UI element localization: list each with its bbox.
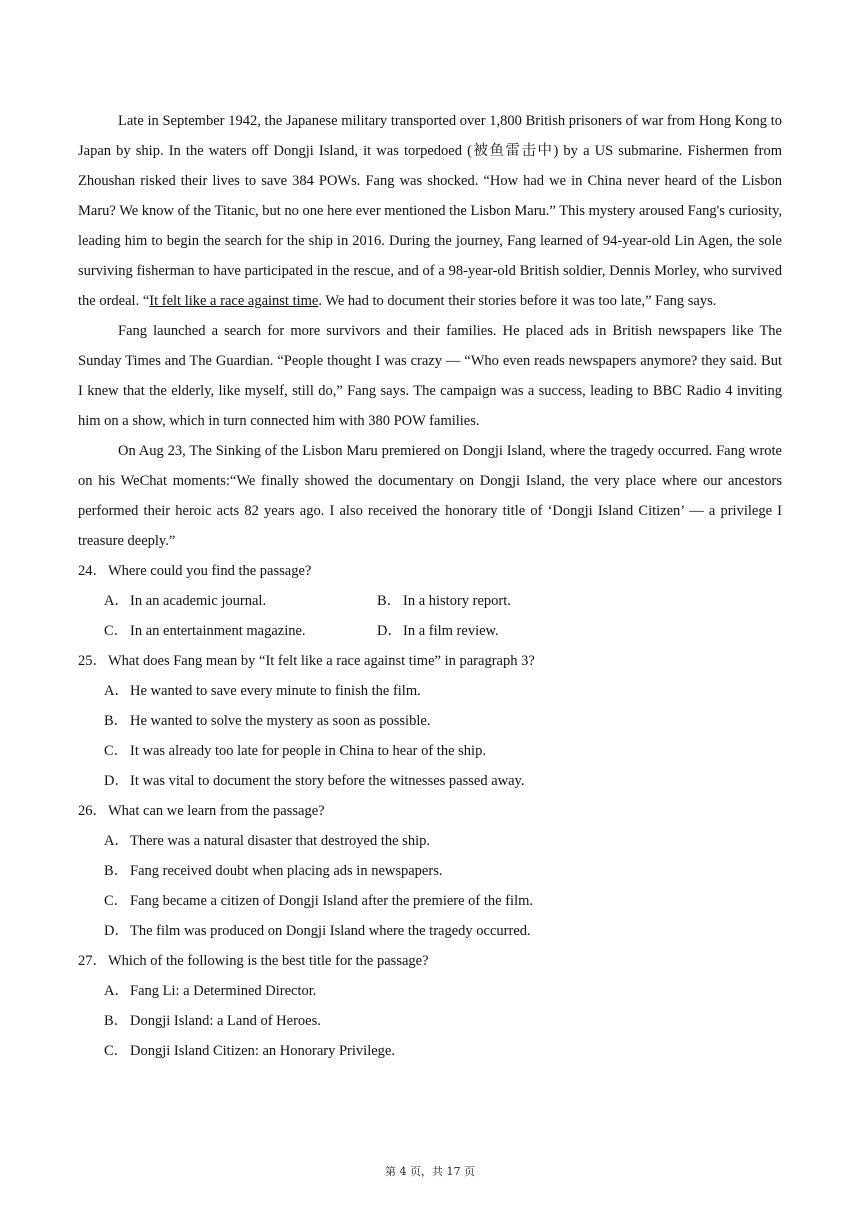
option-letter: D． <box>104 773 129 789</box>
option-letter: B． <box>377 593 402 609</box>
option-c[interactable] <box>78 736 782 766</box>
option-text: In a film review. <box>403 623 499 639</box>
option-d[interactable] <box>78 766 782 796</box>
option-b[interactable] <box>377 586 650 616</box>
option-text: It was vital to document the story before the witnesses passed away. <box>130 773 525 789</box>
question-stem <box>78 796 782 826</box>
paragraph-2: Fang launched a search for more survivors and their families. He placed ads in British newspapers like The Sunday Times and The Guardian. “People thought I was crazy — “Who even reads newspapers anymore? they said. But I knew that the elderly, like myself, still do,” Fang says. The campaign was a success, leading to BBC Radio 4 inviting him on a show, which in turn connected him with 380 POW families. <box>78 323 782 429</box>
option-letter: C． <box>104 743 129 759</box>
option-letter: A． <box>104 593 129 609</box>
question-number: 27． <box>78 953 107 969</box>
option-letter: A． <box>104 833 129 849</box>
question-stem <box>78 556 782 586</box>
question-number: 26． <box>78 803 107 819</box>
option-letter: A． <box>104 983 129 999</box>
option-text: Fang Li: a Determined Director. <box>130 983 317 999</box>
paragraph-1 <box>78 106 782 316</box>
option-text: He wanted to save every minute to finish the film. <box>130 683 421 699</box>
question-text: Where could you find the passage? <box>108 563 312 579</box>
question-27 <box>78 946 782 1066</box>
options-row <box>78 586 782 616</box>
option-letter: C． <box>104 893 129 909</box>
option-c[interactable] <box>78 886 782 916</box>
question-text: What can we learn from the passage? <box>108 803 325 819</box>
paragraph-1-text-b: . We had to document their stories before it was too late,” Fang says. <box>318 293 717 309</box>
options-row <box>78 616 782 646</box>
question-26 <box>78 796 782 946</box>
option-text: Fang received doubt when placing ads in newspapers. <box>130 863 443 879</box>
option-a[interactable] <box>78 976 782 1006</box>
option-letter: B． <box>104 713 129 729</box>
option-text: It was already too late for people in China to hear of the ship. <box>130 743 486 759</box>
option-text: He wanted to solve the mystery as soon as possible. <box>130 713 431 729</box>
paragraph-1-text-a: Late in September 1942, the Japanese military transported over 1,800 British prisoners of war from Hong Kong to Japan by ship. In the waters off Dongji Island, it was torpedoed (被鱼雷击中) by a US submarine. Fishermen from Zhoushan risked their lives to save 384 POWs. Fang was shocked. “How had we in China never heard of the Lisbon Maru? We know of the Titanic, but no one here ever mentioned the Lisbon Maru.” This mystery aroused Fang's curiosity, leading him to begin the search for the ship in 2016. During the journey, Fang learned of 94-year-old Lin Agen, the sole surviving fisherman to have participated in the rescue, and of a 98-year-old British soldier, Dennis Morley, who survived the ordeal. “ <box>78 113 782 309</box>
underlined-quote: It felt like a race against time <box>149 293 319 309</box>
paragraph-3: On Aug 23, The Sinking of the Lisbon Maru premiered on Dongji Island, where the tragedy occurred. Fang wrote on his WeChat moments:“We finally showed the documentary on Dongji Island, the very place where our ancestors performed their heroic acts 82 years ago. I also received the honorary title of ‘Dongji Island Citizen’ — a privilege I treasure deeply.” <box>78 443 782 549</box>
option-b[interactable] <box>78 1006 782 1036</box>
option-letter: C． <box>104 623 129 639</box>
option-b[interactable] <box>78 706 782 736</box>
option-text: In a history report. <box>403 593 511 609</box>
question-number: 24． <box>78 563 107 579</box>
option-text: Dongji Island Citizen: an Honorary Privilege. <box>130 1043 395 1059</box>
option-text: Fang became a citizen of Dongji Island after the premiere of the film. <box>130 893 534 909</box>
option-letter: B． <box>104 863 129 879</box>
option-c[interactable] <box>78 1036 782 1066</box>
question-text: What does Fang mean by “It felt like a race against time” in paragraph 3? <box>108 653 535 669</box>
question-stem <box>78 946 782 976</box>
question-24 <box>78 556 782 646</box>
option-d[interactable] <box>377 616 650 646</box>
option-letter: A． <box>104 683 129 699</box>
option-b[interactable] <box>78 856 782 886</box>
option-text: The film was produced on Dongji Island where the tragedy occurred. <box>130 923 531 939</box>
option-letter: D． <box>377 623 402 639</box>
option-a[interactable] <box>78 826 782 856</box>
option-a[interactable] <box>104 586 377 616</box>
option-c[interactable] <box>104 616 377 646</box>
option-a[interactable] <box>78 676 782 706</box>
question-stem <box>78 646 782 676</box>
option-text: Dongji Island: a Land of Heroes. <box>130 1013 321 1029</box>
question-number: 25． <box>78 653 107 669</box>
option-letter: C． <box>104 1043 129 1059</box>
option-text: There was a natural disaster that destroyed the ship. <box>130 833 430 849</box>
option-d[interactable] <box>78 916 782 946</box>
page-footer: 第 4 页，共 17 页 <box>385 1165 475 1178</box>
document-body <box>78 106 782 1066</box>
option-letter: D． <box>104 923 129 939</box>
question-25 <box>78 646 782 796</box>
question-text: Which of the following is the best title for the passage? <box>108 953 429 969</box>
option-text: In an entertainment magazine. <box>130 623 306 639</box>
option-text: In an academic journal. <box>130 593 267 609</box>
option-letter: B． <box>104 1013 129 1029</box>
